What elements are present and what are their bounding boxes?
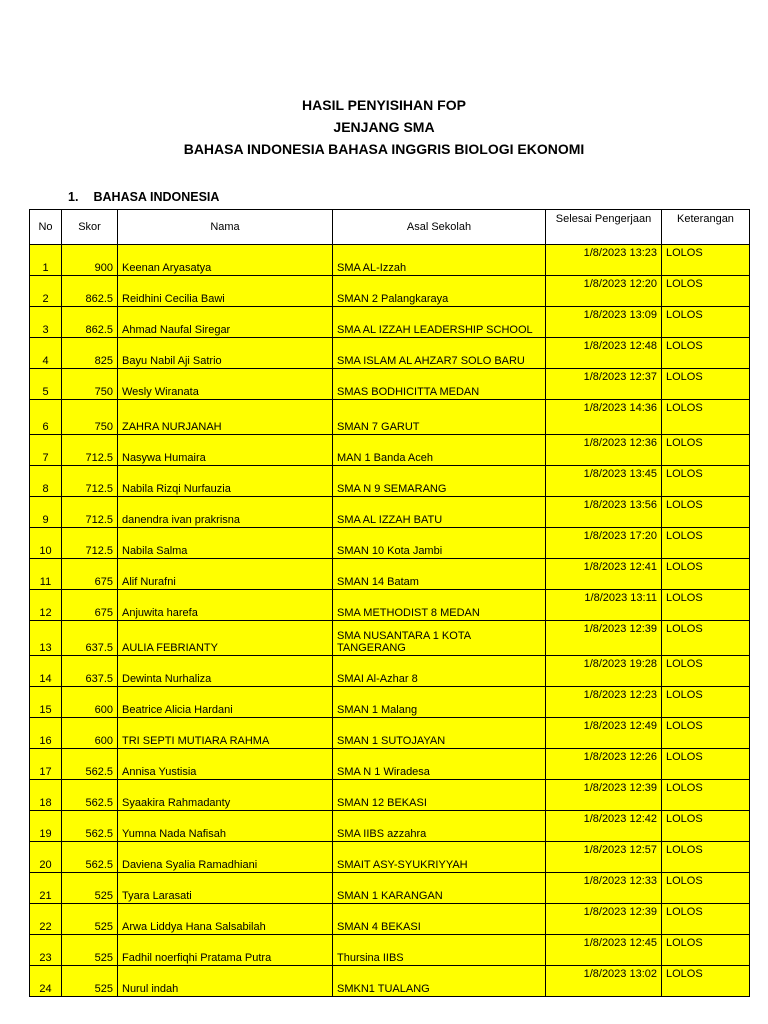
cell-asal-sekolah: SMKN1 TUALANG <box>333 966 546 997</box>
cell-nama: ZAHRA NURJANAH <box>118 400 333 435</box>
document-title <box>0 94 768 160</box>
table-row <box>30 656 750 687</box>
table-row <box>30 497 750 528</box>
table-row <box>30 621 750 656</box>
cell-no: 19 <box>30 811 62 842</box>
cell-no: 12 <box>30 590 62 621</box>
cell-no: 20 <box>30 842 62 873</box>
cell-asal-sekolah: SMAN 4 BEKASI <box>333 904 546 935</box>
cell-nama: Nasywa Humaira <box>118 435 333 466</box>
cell-no: 10 <box>30 528 62 559</box>
cell-skor: 675 <box>62 590 118 621</box>
header-no: No <box>30 210 62 245</box>
cell-nama: Annisa Yustisia <box>118 749 333 780</box>
section-heading <box>68 190 219 204</box>
results-table <box>29 209 750 997</box>
cell-no: 22 <box>30 904 62 935</box>
cell-no: 13 <box>30 621 62 656</box>
cell-skor: 750 <box>62 369 118 400</box>
cell-skor: 562.5 <box>62 811 118 842</box>
cell-keterangan: LOLOS <box>662 718 750 749</box>
cell-skor: 562.5 <box>62 842 118 873</box>
cell-keterangan: LOLOS <box>662 904 750 935</box>
table-row <box>30 559 750 590</box>
cell-no: 11 <box>30 559 62 590</box>
cell-asal-sekolah: SMA AL IZZAH BATU <box>333 497 546 528</box>
cell-keterangan: LOLOS <box>662 749 750 780</box>
table-row <box>30 400 750 435</box>
cell-skor: 825 <box>62 338 118 369</box>
cell-skor: 600 <box>62 687 118 718</box>
cell-no: 8 <box>30 466 62 497</box>
cell-skor: 637.5 <box>62 656 118 687</box>
cell-keterangan: LOLOS <box>662 338 750 369</box>
cell-asal-sekolah: SMAN 2 Palangkaraya <box>333 276 546 307</box>
cell-skor: 525 <box>62 904 118 935</box>
cell-asal-sekolah: SMAN 1 KARANGAN <box>333 873 546 904</box>
cell-skor: 862.5 <box>62 307 118 338</box>
cell-nama: Daviena Syalia Ramadhiani <box>118 842 333 873</box>
table-row <box>30 687 750 718</box>
cell-keterangan: LOLOS <box>662 528 750 559</box>
table-row <box>30 749 750 780</box>
cell-selesai-pengerjaan: 1/8/2023 12:33 <box>546 873 662 904</box>
cell-selesai-pengerjaan: 1/8/2023 12:41 <box>546 559 662 590</box>
cell-asal-sekolah: SMA ISLAM AL AHZAR7 SOLO BARU <box>333 338 546 369</box>
cell-selesai-pengerjaan: 1/8/2023 13:56 <box>546 497 662 528</box>
cell-no: 16 <box>30 718 62 749</box>
cell-asal-sekolah: SMAN 1 Malang <box>333 687 546 718</box>
cell-keterangan: LOLOS <box>662 873 750 904</box>
cell-asal-sekolah: SMA AL IZZAH LEADERSHIP SCHOOL <box>333 307 546 338</box>
cell-asal-sekolah: Thursina IIBS <box>333 935 546 966</box>
cell-nama: Bayu Nabil Aji Satrio <box>118 338 333 369</box>
cell-no: 6 <box>30 400 62 435</box>
cell-selesai-pengerjaan: 1/8/2023 12:49 <box>546 718 662 749</box>
table-row <box>30 528 750 559</box>
cell-keterangan: LOLOS <box>662 400 750 435</box>
cell-skor: 675 <box>62 559 118 590</box>
cell-no: 24 <box>30 966 62 997</box>
cell-skor: 712.5 <box>62 466 118 497</box>
cell-asal-sekolah: MAN 1 Banda Aceh <box>333 435 546 466</box>
header-skor: Skor <box>62 210 118 245</box>
section-number: 1. <box>68 190 79 204</box>
title-line-3: BAHASA INDONESIA BAHASA INGGRIS BIOLOGI EKONOMI <box>183 141 585 157</box>
cell-asal-sekolah: SMAN 1 SUTOJAYAN <box>333 718 546 749</box>
table-row <box>30 276 750 307</box>
cell-skor: 900 <box>62 245 118 276</box>
table-row <box>30 935 750 966</box>
cell-selesai-pengerjaan: 1/8/2023 13:45 <box>546 466 662 497</box>
cell-asal-sekolah: SMAIT ASY-SYUKRIYYAH <box>333 842 546 873</box>
cell-asal-sekolah: SMA METHODIST 8 MEDAN <box>333 590 546 621</box>
cell-keterangan: LOLOS <box>662 369 750 400</box>
cell-no: 21 <box>30 873 62 904</box>
cell-nama: Wesly Wiranata <box>118 369 333 400</box>
cell-skor: 600 <box>62 718 118 749</box>
title-line-2: JENJANG SMA <box>333 119 435 135</box>
cell-selesai-pengerjaan: 1/8/2023 17:20 <box>546 528 662 559</box>
cell-nama: Alif Nurafni <box>118 559 333 590</box>
table-row <box>30 718 750 749</box>
cell-keterangan: LOLOS <box>662 966 750 997</box>
cell-selesai-pengerjaan: 1/8/2023 13:23 <box>546 245 662 276</box>
cell-nama: Beatrice Alicia Hardani <box>118 687 333 718</box>
cell-keterangan: LOLOS <box>662 559 750 590</box>
cell-selesai-pengerjaan: 1/8/2023 13:11 <box>546 590 662 621</box>
table-row <box>30 590 750 621</box>
cell-selesai-pengerjaan: 1/8/2023 12:39 <box>546 780 662 811</box>
cell-nama: Nurul indah <box>118 966 333 997</box>
table-row <box>30 338 750 369</box>
table-row <box>30 904 750 935</box>
cell-selesai-pengerjaan: 1/8/2023 12:36 <box>546 435 662 466</box>
cell-nama: danendra ivan prakrisna <box>118 497 333 528</box>
cell-no: 1 <box>30 245 62 276</box>
cell-selesai-pengerjaan: 1/8/2023 13:02 <box>546 966 662 997</box>
cell-selesai-pengerjaan: 1/8/2023 12:23 <box>546 687 662 718</box>
cell-no: 7 <box>30 435 62 466</box>
cell-no: 4 <box>30 338 62 369</box>
cell-asal-sekolah: SMAN 10 Kota Jambi <box>333 528 546 559</box>
cell-nama: Dewinta Nurhaliza <box>118 656 333 687</box>
cell-selesai-pengerjaan: 1/8/2023 12:37 <box>546 369 662 400</box>
cell-selesai-pengerjaan: 1/8/2023 12:26 <box>546 749 662 780</box>
cell-nama: Reidhini Cecilia Bawi <box>118 276 333 307</box>
cell-selesai-pengerjaan: 1/8/2023 12:39 <box>546 621 662 656</box>
cell-asal-sekolah: SMA NUSANTARA 1 KOTA TANGERANG <box>333 621 546 656</box>
header-keterangan: Keterangan <box>662 210 750 245</box>
cell-skor: 525 <box>62 935 118 966</box>
cell-nama: TRI SEPTI MUTIARA RAHMA <box>118 718 333 749</box>
header-asal-sekolah: Asal Sekolah <box>333 210 546 245</box>
cell-skor: 712.5 <box>62 497 118 528</box>
cell-nama: Anjuwita harefa <box>118 590 333 621</box>
cell-keterangan: LOLOS <box>662 935 750 966</box>
cell-skor: 862.5 <box>62 276 118 307</box>
cell-nama: Syaakira Rahmadanty <box>118 780 333 811</box>
cell-skor: 525 <box>62 873 118 904</box>
cell-nama: Yumna Nada Nafisah <box>118 811 333 842</box>
cell-asal-sekolah: SMA N 9 SEMARANG <box>333 466 546 497</box>
cell-no: 17 <box>30 749 62 780</box>
cell-no: 5 <box>30 369 62 400</box>
cell-nama: Nabila Rizqi Nurfauzia <box>118 466 333 497</box>
section-label: BAHASA INDONESIA <box>93 190 220 204</box>
cell-no: 15 <box>30 687 62 718</box>
cell-keterangan: LOLOS <box>662 276 750 307</box>
cell-keterangan: LOLOS <box>662 687 750 718</box>
cell-asal-sekolah: SMAN 12 BEKASI <box>333 780 546 811</box>
cell-keterangan: LOLOS <box>662 621 750 656</box>
cell-selesai-pengerjaan: 1/8/2023 12:39 <box>546 904 662 935</box>
cell-asal-sekolah: SMAN 7 GARUT <box>333 400 546 435</box>
cell-nama: Fadhil noerfiqhi Pratama Putra <box>118 935 333 966</box>
table-row <box>30 842 750 873</box>
cell-keterangan: LOLOS <box>662 842 750 873</box>
header-selesai-pengerjaan: Selesai Pengerjaan <box>546 210 662 245</box>
cell-no: 9 <box>30 497 62 528</box>
table-row <box>30 307 750 338</box>
cell-skor: 712.5 <box>62 435 118 466</box>
cell-asal-sekolah: SMAN 14 Batam <box>333 559 546 590</box>
cell-keterangan: LOLOS <box>662 307 750 338</box>
table-body <box>30 245 750 997</box>
cell-no: 23 <box>30 935 62 966</box>
table-row <box>30 811 750 842</box>
cell-selesai-pengerjaan: 1/8/2023 14:36 <box>546 400 662 435</box>
cell-nama: Keenan Aryasatya <box>118 245 333 276</box>
cell-asal-sekolah: SMA IIBS azzahra <box>333 811 546 842</box>
cell-no: 3 <box>30 307 62 338</box>
table-row <box>30 245 750 276</box>
cell-keterangan: LOLOS <box>662 590 750 621</box>
cell-asal-sekolah: SMA AL-Izzah <box>333 245 546 276</box>
cell-keterangan: LOLOS <box>662 811 750 842</box>
cell-keterangan: LOLOS <box>662 435 750 466</box>
cell-selesai-pengerjaan: 1/8/2023 12:48 <box>546 338 662 369</box>
cell-skor: 712.5 <box>62 528 118 559</box>
cell-selesai-pengerjaan: 1/8/2023 12:42 <box>546 811 662 842</box>
cell-selesai-pengerjaan: 1/8/2023 19:28 <box>546 656 662 687</box>
title-line-1: HASIL PENYISIHAN FOP <box>302 97 466 113</box>
table-row <box>30 873 750 904</box>
table-row <box>30 466 750 497</box>
cell-asal-sekolah: SMAI Al-Azhar 8 <box>333 656 546 687</box>
cell-nama: Tyara Larasati <box>118 873 333 904</box>
cell-skor: 562.5 <box>62 780 118 811</box>
cell-keterangan: LOLOS <box>662 780 750 811</box>
table-row <box>30 966 750 997</box>
cell-keterangan: LOLOS <box>662 656 750 687</box>
header-nama: Nama <box>118 210 333 245</box>
cell-asal-sekolah: SMAS BODHICITTA MEDAN <box>333 369 546 400</box>
cell-selesai-pengerjaan: 1/8/2023 12:45 <box>546 935 662 966</box>
cell-selesai-pengerjaan: 1/8/2023 13:09 <box>546 307 662 338</box>
cell-keterangan: LOLOS <box>662 466 750 497</box>
cell-selesai-pengerjaan: 1/8/2023 12:57 <box>546 842 662 873</box>
cell-nama: AULIA FEBRIANTY <box>118 621 333 656</box>
cell-skor: 637.5 <box>62 621 118 656</box>
cell-keterangan: LOLOS <box>662 245 750 276</box>
cell-asal-sekolah: SMA N 1 Wiradesa <box>333 749 546 780</box>
cell-nama: Arwa Liddya Hana Salsabilah <box>118 904 333 935</box>
cell-no: 14 <box>30 656 62 687</box>
cell-skor: 525 <box>62 966 118 997</box>
cell-selesai-pengerjaan: 1/8/2023 12:20 <box>546 276 662 307</box>
cell-nama: Nabila Salma <box>118 528 333 559</box>
cell-keterangan: LOLOS <box>662 497 750 528</box>
table-row <box>30 780 750 811</box>
table-row <box>30 435 750 466</box>
cell-skor: 750 <box>62 400 118 435</box>
cell-nama: Ahmad Naufal Siregar <box>118 307 333 338</box>
cell-no: 2 <box>30 276 62 307</box>
cell-skor: 562.5 <box>62 749 118 780</box>
table-header-row <box>30 210 750 245</box>
table-row <box>30 369 750 400</box>
cell-no: 18 <box>30 780 62 811</box>
